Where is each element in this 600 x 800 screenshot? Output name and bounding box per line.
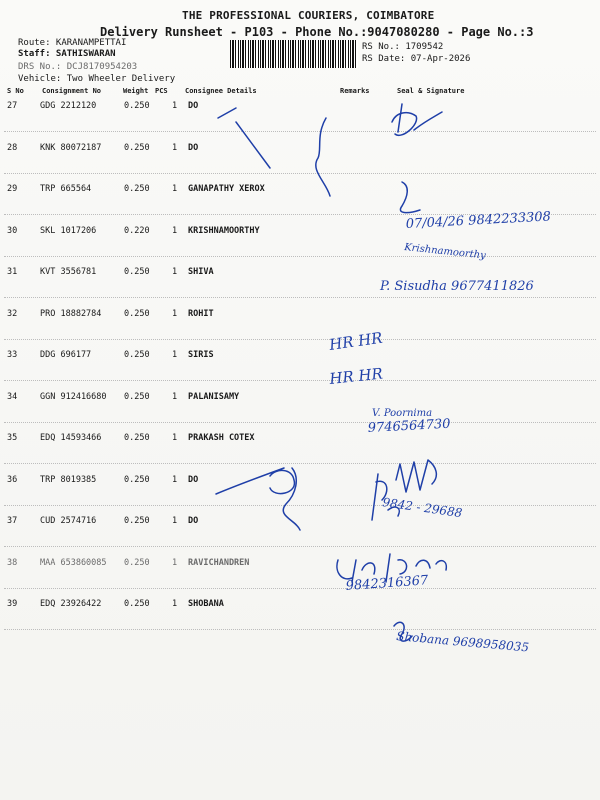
cell-sno: 38 bbox=[7, 557, 18, 568]
cell-sno: 39 bbox=[7, 599, 18, 609]
cell-sno: 36 bbox=[7, 474, 18, 485]
handwritten-r35b: 9746564730 bbox=[367, 416, 451, 436]
table-row bbox=[0, 101, 600, 141]
cell-consignment: MAA 653860085 bbox=[40, 557, 107, 568]
cell-consignment: CUD 2574716 bbox=[40, 516, 97, 526]
cell-consignee: KRISHNAMOORTHY bbox=[188, 225, 260, 236]
cell-consignment: KVT 3556781 bbox=[40, 267, 97, 277]
cell-pcs: 1 bbox=[172, 350, 178, 360]
table-row bbox=[0, 143, 600, 183]
cell-sno: 28 bbox=[7, 142, 18, 153]
handwritten-r29: 07/04/26 9842233308 bbox=[405, 209, 552, 232]
row-divider bbox=[4, 546, 596, 547]
table-row bbox=[0, 475, 600, 515]
cell-pcs: 1 bbox=[172, 516, 178, 526]
cell-consignee: DO bbox=[188, 142, 199, 153]
cell-weight: 0.250 bbox=[124, 267, 150, 277]
row-divider bbox=[4, 422, 596, 423]
col-consignment: Consignment No bbox=[42, 87, 102, 95]
barcode-image bbox=[230, 40, 358, 68]
cell-weight: 0.250 bbox=[124, 516, 150, 526]
table-row bbox=[0, 267, 600, 307]
cell-consignment: PRO 18882784 bbox=[40, 308, 102, 319]
cell-consignee: DO bbox=[188, 516, 199, 526]
route-label: Route: KARANAMPETTAI bbox=[18, 38, 127, 48]
cell-pcs: 1 bbox=[172, 267, 178, 277]
runsheet-title: Delivery Runsheet - P103 - Phone No.:9047080280 - Page No.:3 bbox=[100, 25, 534, 39]
cell-consignee: ROHIT bbox=[188, 308, 214, 319]
cell-pcs: 1 bbox=[172, 101, 178, 111]
table-row bbox=[0, 558, 600, 598]
handwritten-r33: HR HR bbox=[328, 328, 384, 354]
cell-consignee: PRAKASH COTEX bbox=[188, 433, 255, 443]
row-divider bbox=[4, 380, 596, 381]
cell-pcs: 1 bbox=[172, 142, 178, 153]
table-header bbox=[0, 87, 600, 99]
cell-weight: 0.220 bbox=[124, 225, 150, 236]
row-divider bbox=[4, 339, 596, 340]
row-divider bbox=[4, 131, 596, 132]
row-divider bbox=[4, 505, 596, 506]
cell-weight: 0.250 bbox=[124, 184, 150, 194]
cell-pcs: 1 bbox=[172, 308, 178, 319]
cell-consignment: TRP 665564 bbox=[40, 184, 92, 194]
cell-sno: 30 bbox=[7, 225, 18, 236]
cell-consignment: TRP 8019385 bbox=[40, 474, 97, 485]
rs-number: RS No.: 1709542 bbox=[362, 42, 444, 52]
row-divider bbox=[4, 214, 596, 215]
row-divider bbox=[4, 588, 596, 589]
cell-pcs: 1 bbox=[172, 433, 178, 443]
col-sno: S No bbox=[7, 87, 24, 95]
handwritten-r30: Krishnamoorthy bbox=[403, 242, 487, 262]
cell-sno: 34 bbox=[7, 391, 18, 402]
cell-weight: 0.250 bbox=[124, 308, 150, 319]
cell-pcs: 1 bbox=[172, 391, 178, 402]
staff-label: Staff: SATHISWARAN bbox=[18, 49, 116, 59]
cell-pcs: 1 bbox=[172, 474, 178, 485]
cell-sno: 37 bbox=[7, 516, 18, 526]
row-divider bbox=[4, 297, 596, 298]
handwritten-r39: Shobana 9698958035 bbox=[395, 629, 530, 655]
handwritten-r34: HR HR bbox=[328, 364, 384, 388]
col-remarks: Remarks bbox=[340, 87, 370, 95]
cell-pcs: 1 bbox=[172, 184, 178, 194]
col-seal: Seal & Signature bbox=[397, 87, 465, 95]
cell-sno: 32 bbox=[7, 308, 18, 319]
handwritten-r38: 9842316367 bbox=[345, 573, 429, 594]
table-row bbox=[0, 599, 600, 639]
row-divider bbox=[4, 463, 596, 464]
cell-consignment: GDG 2212120 bbox=[40, 101, 97, 111]
cell-consignment: EDQ 23926422 bbox=[40, 599, 102, 609]
cell-consignee: RAVICHANDREN bbox=[188, 557, 250, 568]
cell-weight: 0.250 bbox=[124, 391, 150, 402]
cell-sno: 33 bbox=[7, 350, 18, 360]
handwritten-r37: 9842 - 29688 bbox=[381, 495, 464, 521]
cell-consignee: PALANISAMY bbox=[188, 391, 240, 402]
cell-consignee: DO bbox=[188, 474, 199, 485]
cell-weight: 0.250 bbox=[124, 350, 150, 360]
cell-consignment: DDG 696177 bbox=[40, 350, 92, 360]
col-pcs: PCS bbox=[155, 87, 168, 95]
cell-sno: 27 bbox=[7, 101, 18, 111]
table-row bbox=[0, 433, 600, 473]
cell-consignment: SKL 1017206 bbox=[40, 225, 97, 236]
table-row bbox=[0, 392, 600, 432]
cell-pcs: 1 bbox=[172, 225, 178, 236]
cell-weight: 0.250 bbox=[124, 142, 150, 153]
table-row bbox=[0, 350, 600, 390]
cell-weight: 0.250 bbox=[124, 599, 150, 609]
rs-date: RS Date: 07-Apr-2026 bbox=[362, 54, 471, 64]
cell-consignment: KNK 80072187 bbox=[40, 142, 102, 153]
cell-consignee: SHOBANA bbox=[188, 599, 224, 609]
company-name: THE PROFESSIONAL COURIERS, COIMBATORE bbox=[182, 9, 435, 22]
col-consignee: Consignee Details bbox=[185, 87, 257, 95]
vehicle-label: Vehicle: Two Wheeler Delivery bbox=[18, 74, 176, 84]
cell-consignment: EDQ 14593466 bbox=[40, 433, 102, 443]
cell-sno: 31 bbox=[7, 267, 18, 277]
cell-sno: 29 bbox=[7, 184, 18, 194]
cell-sno: 35 bbox=[7, 433, 18, 443]
row-divider bbox=[4, 256, 596, 257]
drs-number: DRS No.: DCJ8170954203 bbox=[18, 62, 138, 72]
col-weight: Weight bbox=[123, 87, 149, 95]
cell-consignee: DO bbox=[188, 101, 199, 111]
cell-consignment: GGN 912416680 bbox=[40, 391, 107, 402]
cell-pcs: 1 bbox=[172, 599, 178, 609]
cell-weight: 0.250 bbox=[124, 433, 150, 443]
row-divider bbox=[4, 629, 596, 630]
cell-consignee: SHIVA bbox=[188, 267, 214, 277]
row-divider bbox=[4, 173, 596, 174]
cell-consignee: GANAPATHY XEROX bbox=[188, 184, 265, 194]
cell-pcs: 1 bbox=[172, 557, 178, 568]
cell-weight: 0.250 bbox=[124, 557, 150, 568]
table-row bbox=[0, 226, 600, 266]
table-row bbox=[0, 309, 600, 349]
cell-consignee: SIRIS bbox=[188, 350, 214, 360]
cell-weight: 0.250 bbox=[124, 101, 150, 111]
handwritten-r31: P. Sisudha 9677411826 bbox=[380, 279, 534, 294]
cell-weight: 0.250 bbox=[124, 474, 150, 485]
handwritten-r35a: V. Poornima bbox=[372, 408, 433, 419]
table-row bbox=[0, 184, 600, 224]
table-row bbox=[0, 516, 600, 556]
